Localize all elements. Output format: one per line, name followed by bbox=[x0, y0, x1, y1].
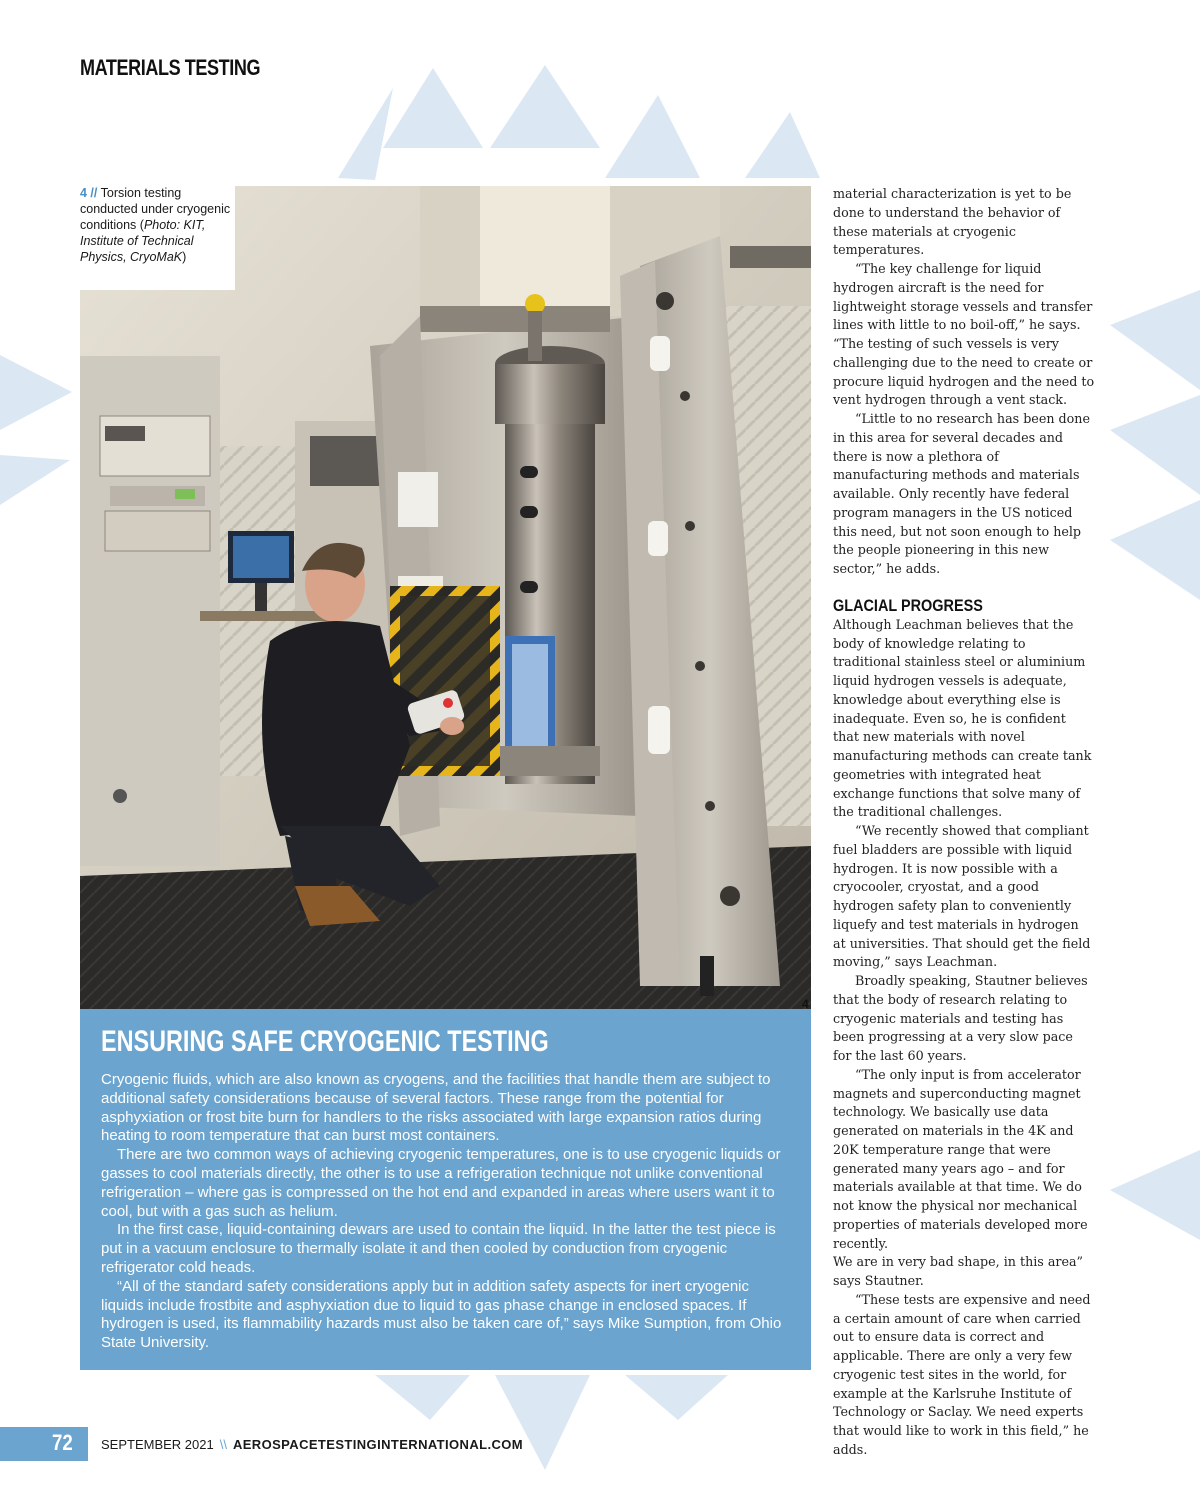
caption-number: 4 // bbox=[80, 186, 98, 200]
article-column bbox=[833, 185, 1095, 1460]
article-paragraph: material characterization is yet to be done to understand the behavior of these materials at cryogenic temperatures. bbox=[833, 186, 1072, 258]
footer-text bbox=[101, 1437, 523, 1452]
photo-number: 4 bbox=[802, 997, 809, 1011]
article-paragraph: “Little to no research has been done in this area for several decades and there is now a plethora of manufacturing methods and materials available. Only recently have federal program managers in the US noticed this need, but not soon enough to help the people pioneering in this new sector,” he adds. bbox=[833, 411, 1090, 576]
page-footer bbox=[0, 1427, 1200, 1461]
page-number: 72 bbox=[52, 1430, 73, 1455]
article-paragraph: Broadly speaking, Stautner believes that the body of research relating to cryogenic materials and testing has been progressing at a very slow pace for the last 60 years. bbox=[833, 973, 1088, 1063]
footer-separator: \\ bbox=[219, 1437, 227, 1452]
sidebar-paragraph: In the first case, liquid-containing dewars are used to contain the liquid. In the latter the test piece is put in a vacuum enclosure to thermally isolate it and then cooled by conduction from cryogenic refrigerator cold heads. bbox=[101, 1221, 776, 1276]
safety-sidebar bbox=[80, 1009, 811, 1370]
issue-date: SEPTEMBER 2021 bbox=[101, 1437, 214, 1452]
sidebar-paragraph: There are two common ways of achieving cryogenic temperatures, one is to use cryogenic liquids or gasses to cool materials directly, the other is to use a refrigeration technique not unlike conventional refrigeration – where gas is compressed on the hot end and expanded in areas where users want it to cool, but with a gas such as helium. bbox=[101, 1146, 781, 1220]
sidebar-paragraph: “All of the standard safety considerations apply but in addition safety aspects for inert cryogenic liquids include frostbite and asphyxiation due to liquid to gas phase change in enclosed spaces. If hydrogen is used, its flammability hazards must also be taken care of,” says Mike Sumption, from Ohio State University. bbox=[101, 1277, 782, 1352]
article-paragraph: “The only input is from accelerator magnets and superconducting magnet technology. We basically use data generated on materials in the 4K and 20K temperature range that were generated many years ago – and for materials available at that time. We do not know the physical nor mechanical properties of materials developed more recently. bbox=[833, 1066, 1088, 1251]
page-number-tab bbox=[0, 1427, 88, 1461]
article-paragraph: “These tests are expensive and need a certain amount of care when carried out to ensure data is correct and applicable. There are only a very few cryogenic test sites in the world, for example at the Karlsruhe Institute of Technology or Saclay. We need experts that would like to work in this field,” he adds. bbox=[833, 1291, 1091, 1457]
article-paragraph: “The key challenge for liquid hydrogen aircraft is the need for lightweight storage vessels and transfer lines with little to no boil-off,” he says. “The testing of such vessels is very challenging due to the need to create or procure liquid hydrogen and the need to vent hydrogen through a vent stack. bbox=[833, 261, 1095, 408]
section-label: MATERIALS TESTING bbox=[80, 55, 261, 80]
caption-text: Torsion testing conducted under cryogenic conditions bbox=[80, 186, 231, 232]
article-paragraph: We are in very bad shape, in this area” says Stautner. bbox=[833, 1254, 1084, 1288]
article-subheading: GLACIAL PROGRESS bbox=[833, 595, 983, 615]
sidebar-heading: ENSURING SAFE CRYOGENIC TESTING bbox=[101, 1025, 549, 1058]
cryogenic-torsion-photo bbox=[80, 186, 811, 1009]
article-paragraph: Although Leachman believes that the body of knowledge relating to traditional stainless steel or aluminium liquid hydrogen vessels is adequate, knowledge about everything else is inadequate. Even so, he is confident that new materials with novel manufacturing methods can create tank geometries with integrated heat exchange functions that solve many of the traditional challenges. bbox=[833, 616, 1092, 820]
website-link[interactable]: AEROSPACETESTINGINTERNATIONAL.COM bbox=[232, 1437, 524, 1452]
sidebar-paragraph: Cryogenic fluids, which are also known as cryogens, and the facilities that handle them are subject to additional safety considerations because of several factors. These range from the potential for asphyxiation or frost bite burn for handlers to the risks associated with large expansion ratios during heating to room temperature that can burst most containers. bbox=[101, 1071, 771, 1145]
caption-credit: Photo: KIT, Institute of Technical Physics, CryoMaK bbox=[80, 218, 206, 264]
article-paragraph: “We recently showed that compliant fuel bladders are possible with liquid hydrogen. It is now possible with a cryocooler, cryostat, and a good hydrogen safety plan to conveniently liquefy and test materials in hydrogen at universities. That should get the field moving,” says Leachman. bbox=[833, 823, 1091, 970]
photo-caption: 4 // Torsion testing conducted under cryogenic conditions (Photo: KIT, Institute of Technical Physics, CryoMaK) bbox=[74, 180, 235, 290]
